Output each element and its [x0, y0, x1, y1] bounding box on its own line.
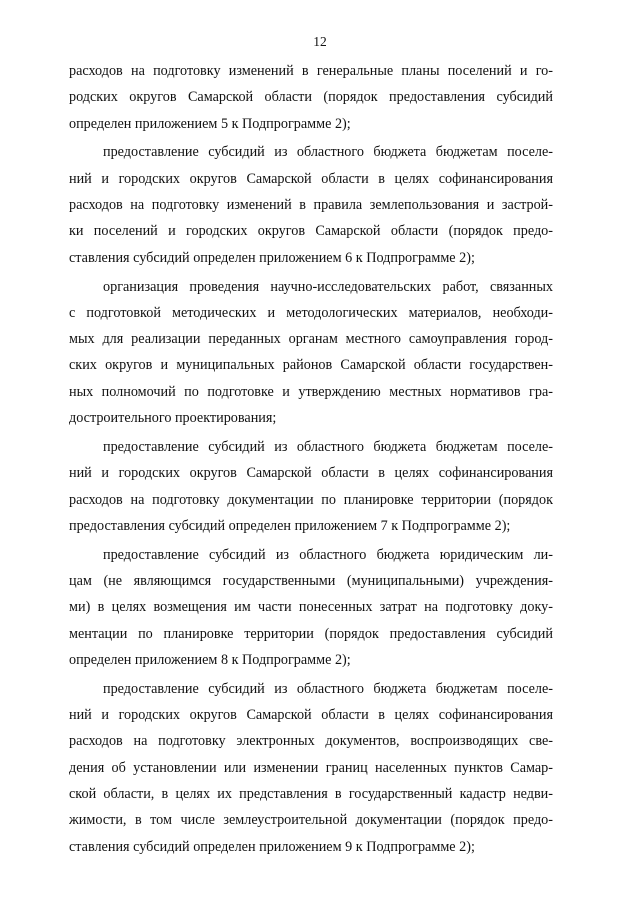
text-line: с подготовкой методических и методологических материалов, необходи- [69, 304, 553, 321]
text-line: ских округов и муниципальных районов Самарской области государствен- [69, 357, 553, 374]
text-line: расходов на подготовку документации по планировке территории (порядок [69, 491, 553, 508]
text-line: предоставления субсидий определен приложением 7 к Подпрограмме 2); [69, 517, 511, 534]
text-line: организация проведения научно-исследовательских работ, связанных [103, 278, 553, 295]
text-line: ментации по планировке территории (порядок предоставления субсидий [69, 625, 553, 642]
text-line: ных полномочий по подготовке и утверждению местных нормативов гра- [69, 383, 553, 400]
text-line: ний и городских округов Самарской области в целях софинансирования [69, 465, 553, 482]
text-line: ний и городских округов Самарской области в целях софинансирования [69, 707, 553, 724]
paragraph [69, 542, 553, 673]
paragraph [69, 139, 553, 270]
paragraph [69, 434, 553, 539]
text-line: расходов на подготовку изменений в генеральные планы поселений и го- [69, 63, 553, 79]
text-line: ми) в целях возмещения им части понесенных затрат на подготовку доку- [69, 599, 553, 616]
paragraph [69, 676, 553, 860]
text-line: жимости, в том числе землеустроительной документации (порядок предо- [69, 812, 553, 829]
document-body [69, 58, 553, 862]
text-line: ской области, в целях их представления в государственный кадастр недви- [69, 785, 553, 802]
text-line: расходов на подготовку электронных документов, воспроизводящих све- [69, 733, 553, 750]
text-line: ставления субсидий определен приложением 9 к Подпрограмме 2); [69, 838, 475, 855]
text-line: предоставление субсидий из областного бюджета бюджетам поселе- [103, 144, 553, 161]
text-line: ки поселений и городских округов Самарской области (порядок предо- [69, 223, 553, 240]
text-line: цам (не являющимся государственными (муниципальными) учреждения- [69, 573, 553, 590]
text-line: родских округов Самарской области (порядок предоставления субсидий [69, 89, 553, 106]
text-line: дения об установлении или изменении границ населенных пунктов Самар- [69, 759, 553, 776]
text-line: ний и городских округов Самарской области в целях софинансирования [69, 170, 553, 187]
text-line: мых для реализации переданных органам местного самоуправления город- [69, 331, 553, 348]
paragraph [69, 58, 553, 137]
text-line: предоставление субсидий из областного бюджета бюджетам поселе- [103, 680, 553, 697]
text-line: определен приложением 5 к Подпрограмме 2); [69, 115, 351, 132]
text-line: достроительного проектирования; [69, 410, 277, 427]
text-line: предоставление субсидий из областного бюджета бюджетам поселе- [103, 438, 553, 455]
page-number: 12 [313, 34, 327, 49]
paragraph [69, 274, 553, 432]
text-line: расходов на подготовку изменений в правила землепользования и застрой- [69, 197, 553, 214]
text-line: ставления субсидий определен приложением 6 к Подпрограмме 2); [69, 249, 475, 266]
text-line: предоставление субсидий из областного бюджета юридическим ли- [103, 546, 553, 563]
text-line: определен приложением 8 к Подпрограмме 2); [69, 651, 351, 668]
